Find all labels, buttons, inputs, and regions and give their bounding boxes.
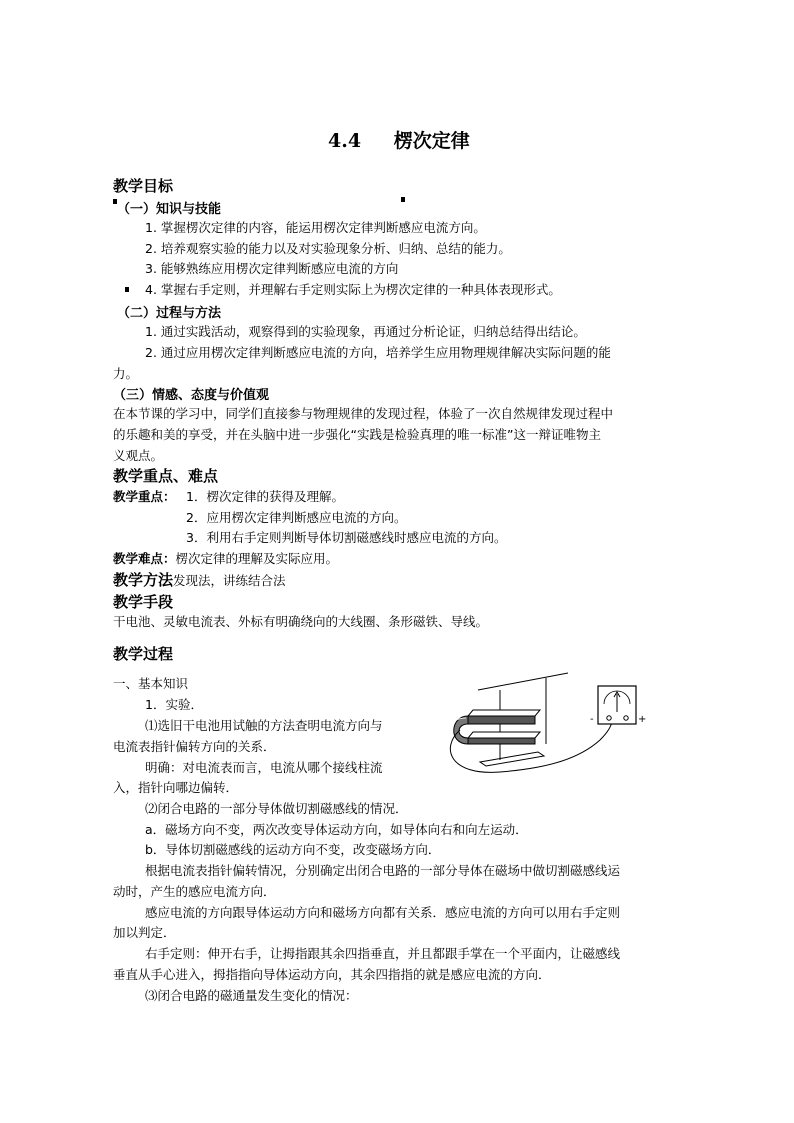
- connecting-wire: [450, 720, 612, 772]
- focus-item: 2．应用楞次定律判断感应电流的方向。: [186, 510, 407, 525]
- process-line: 右手定则：伸开右手，让拇指跟其余四指垂直，并且都跟手掌在一个平面内，让磁感线: [145, 946, 621, 961]
- difficulty-line: [113, 549, 338, 569]
- attitude-line: 义观点。: [113, 448, 164, 463]
- process-section-heading: 教学过程: [113, 645, 174, 663]
- plus-terminal-label: +: [638, 714, 647, 725]
- process-line: 动时，产生的感应电流方向．: [113, 884, 276, 899]
- basic-knowledge-heading: 一、基本知识: [113, 676, 189, 691]
- horseshoe-magnet: [452, 710, 540, 744]
- method-label: 教学方法: [113, 571, 174, 589]
- process-line: 电流表指针偏转方向的关系．: [113, 739, 276, 754]
- section-number: 4.4: [328, 130, 362, 152]
- key-points-heading: 教学重点、难点: [113, 467, 219, 485]
- focus-label: 教学重点：: [113, 489, 176, 504]
- means-heading: 教学手段: [113, 593, 174, 611]
- knowledge-item: 4. 掌握右手定则，并理解右手定则实际上为楞次定律的一种具体表现形式。: [145, 282, 561, 297]
- difficulty-label: 教学难点：: [113, 551, 176, 566]
- process-line: 加以判定．: [113, 925, 176, 940]
- conductor-rod: [480, 750, 544, 766]
- focus-item: 3．利用右手定则判断导体切割磁感线时感应电流的方向。: [186, 530, 507, 545]
- process-item: 2. 通过应用楞次定律判断感应电流的方向，培养学生应用物理规律解决实际问题的能: [145, 345, 611, 360]
- method-line: [113, 569, 286, 591]
- attitude-line: 的乐趣和美的享受，并在头脑中进一步强化“实践是检验真理的唯一标准”这一辩证唯物主: [113, 427, 601, 442]
- section-title: 楞次定律: [393, 130, 470, 152]
- process-line: ⑵闭合电路的一部分导体做切割磁感线的情况．: [145, 801, 408, 816]
- anchor-marker: [401, 197, 405, 202]
- process-line: 感应电流的方向跟导体运动方向和磁场方向都有关系．感应电流的方向可以用右手定则: [145, 905, 621, 920]
- minus-terminal-label: -: [590, 714, 594, 725]
- difficulty-text: 楞次定律的理解及实际应用。: [175, 551, 339, 566]
- process-line: 根据电流表指针偏转情况，分别确定出闭合电路的一部分导体在磁场中做切割磁感线运: [145, 863, 621, 878]
- process-line: 垂直从手心进入，拇指指向导体运动方向，其余四指指的就是感应电流的方向．: [113, 967, 551, 982]
- process-line: 入，指针向哪边偏转．: [113, 780, 239, 795]
- knowledge-item: 1. 掌握楞次定律的内容，能运用楞次定律判断感应电流方向。: [145, 220, 486, 235]
- objectives-heading: 教学目标: [113, 177, 174, 195]
- process-item: 力。: [113, 366, 139, 381]
- process-heading: （二）过程与方法: [117, 306, 222, 321]
- process-item: 1. 通过实践活动，观察得到的实验现象，再通过分析论证，归纳总结得出结论。: [145, 324, 586, 339]
- process-line: ⑴选旧干电池用试触的方法查明电流方向与: [145, 718, 383, 733]
- experiment-figure: [440, 668, 650, 780]
- attitude-heading: （三）情感、态度与价值观: [113, 388, 270, 403]
- process-line: 明确：对电流表而言，电流从哪个接线柱流: [145, 760, 383, 775]
- focus-item: 1．楞次定律的获得及理解。: [186, 489, 344, 504]
- process-line: ⑶闭合电路的磁通量发生变化的情况：: [145, 988, 358, 1003]
- attitude-line: 在本节课的学习中，同学们直接参与物理规律的发现过程，体验了一次自然规律发现过程中: [113, 406, 614, 421]
- method-text: 发现法，讲练结合法: [173, 573, 286, 588]
- knowledge-item: 2. 培养观察实验的能力以及对实验现象分析、归纳、总结的能力。: [145, 241, 511, 256]
- knowledge-item: 3. 能够熟练应用楞次定律判断感应电流的方向: [145, 261, 399, 276]
- page-title: [328, 126, 470, 153]
- means-text: 干电池、灵敏电流表、外标有明确绕向的大线圈、条形磁铁、导线。: [113, 614, 489, 629]
- process-line: b．导体切割磁感线的运动方向不变，改变磁场方向．: [145, 842, 441, 857]
- knowledge-heading: （一）知识与技能: [117, 202, 222, 217]
- process-line: 1．实验．: [145, 697, 203, 712]
- process-line: a．磁场方向不变，两次改变导体运动方向，如导体向右和向左运动．: [145, 822, 528, 837]
- anchor-marker: [125, 287, 129, 292]
- galvanometer: [590, 686, 646, 725]
